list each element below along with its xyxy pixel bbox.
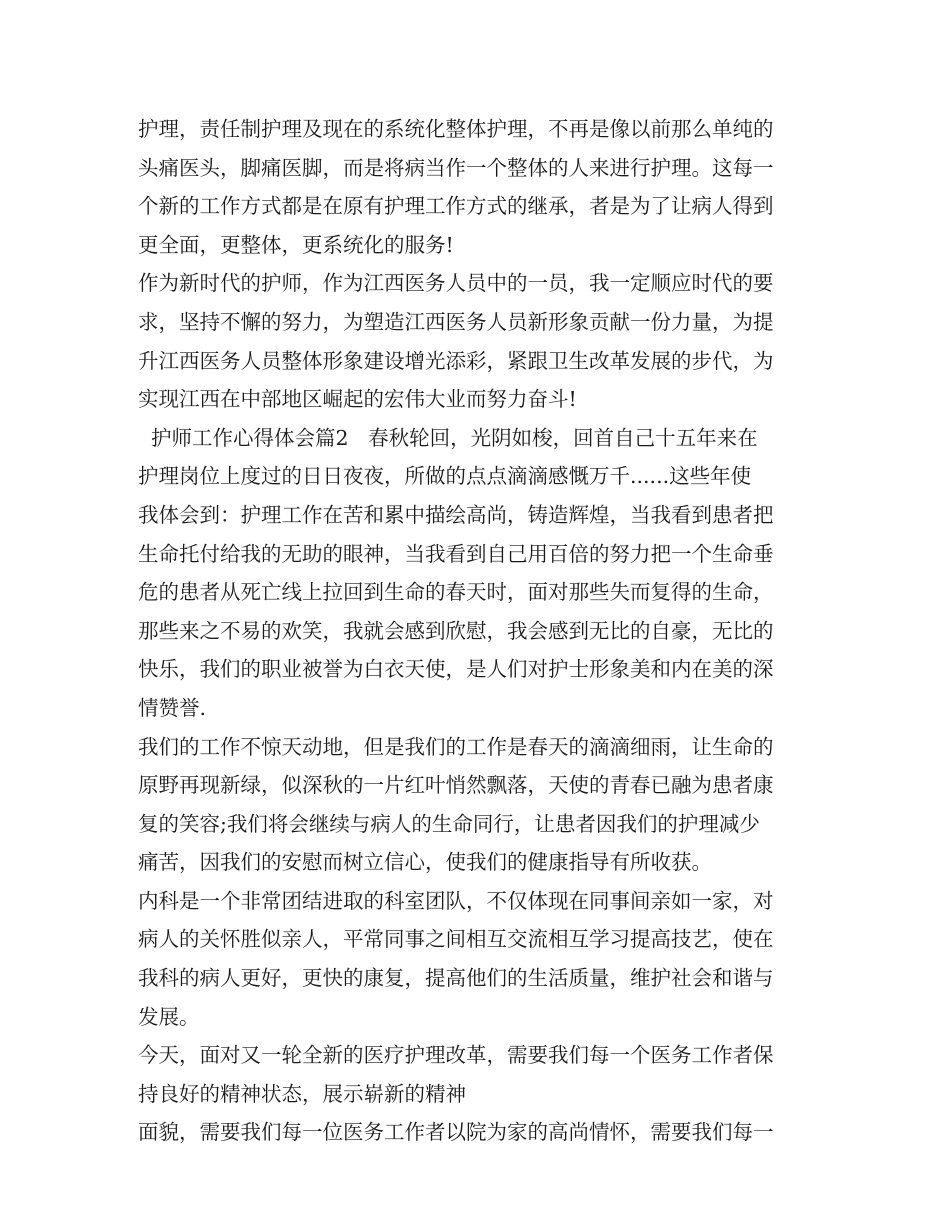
text-line: 内科是一个非常团结进取的科室团队，不仅体现在同事间亲如一家，对 xyxy=(138,888,774,913)
text-line: 面貌，需要我们每一位医务工作者以院为家的高尚情怀，需要我们每一 xyxy=(138,1120,774,1145)
section-heading-line: 护师工作心得体会篇2 春秋轮回，光阴如梭，回首自己十五年来在 xyxy=(138,425,758,450)
text-line: 作为新时代的护师，作为江西医务人员中的一员，我一定顺应时代的要 xyxy=(138,271,774,296)
text-line: 头痛医头，脚痛医脚，而是将病当作一个整体的人来进行护理。这每一 xyxy=(138,155,774,180)
text-line: 持良好的精神状态，展示崭新的精神 xyxy=(138,1081,466,1106)
text-line: 更全面，更整体，更系统化的服务! xyxy=(138,232,454,257)
text-line: 护理，责任制护理及现在的系统化整体护理，不再是像以前那么单纯的 xyxy=(138,117,774,141)
text-line: 我体会到：护理工作在苦和累中描绘高尚，铸造辉煌，当我看到患者把 xyxy=(138,502,774,527)
text-line: 实现江西在中部地区崛起的宏伟大业而努力奋斗! xyxy=(138,387,577,412)
text-line: 痛苦，因我们的安慰而树立信心，使我们的健康指导有所收获。 xyxy=(138,850,712,875)
text-line: 病人的关怀胜似亲人，平常同事之间相互交流相互学习提高技艺，使在 xyxy=(138,927,774,952)
text-line: 那些来之不易的欢笑，我就会感到欣慰，我会感到无比的自豪，无比的 xyxy=(138,618,774,643)
text-line: 情赞誉. xyxy=(138,695,207,720)
text-line: 发展。 xyxy=(138,1004,200,1029)
text-line: 危的患者从死亡线上拉回到生命的春天时，面对那些失而复得的生命， xyxy=(138,580,774,605)
text-line: 生命托付给我的无助的眼神，当我看到自己用百倍的努力把一个生命垂 xyxy=(138,541,774,566)
document-body xyxy=(138,110,818,1152)
text-line: 我们的工作不惊天动地，但是我们的工作是春天的滴滴细雨，让生命的 xyxy=(138,734,774,759)
text-line: 原野再现新绿，似深秋的一片红叶悄然飘落，天使的青春已融为患者康 xyxy=(138,773,774,798)
text-line: 复的笑容;我们将会继续与病人的生命同行，让患者因我们的护理减少 xyxy=(138,811,760,836)
text-line: 快乐，我们的职业被誉为白衣天使，是人们对护士形象美和内在美的深 xyxy=(138,657,774,682)
text-line: 个新的工作方式都是在原有护理工作方式的继承，者是为了让病人得到 xyxy=(138,194,774,219)
text-line: 护理岗位上度过的日日夜夜，所做的点点滴滴感慨万千......这些年使 xyxy=(138,464,752,489)
text-line: 升江西医务人员整体形象建设增光添彩，紧跟卫生改革发展的步代，为 xyxy=(138,348,774,373)
text-line: 今天，面对又一轮全新的医疗护理改革，需要我们每一个医务工作者保 xyxy=(138,1043,774,1068)
text-line: 我科的病人更好，更快的康复，提高他们的生活质量，维护社会和谐与 xyxy=(138,966,774,991)
text-line: 求，坚持不懈的努力，为塑造江西医务人员新形象贡献一份力量，为提 xyxy=(138,309,774,334)
